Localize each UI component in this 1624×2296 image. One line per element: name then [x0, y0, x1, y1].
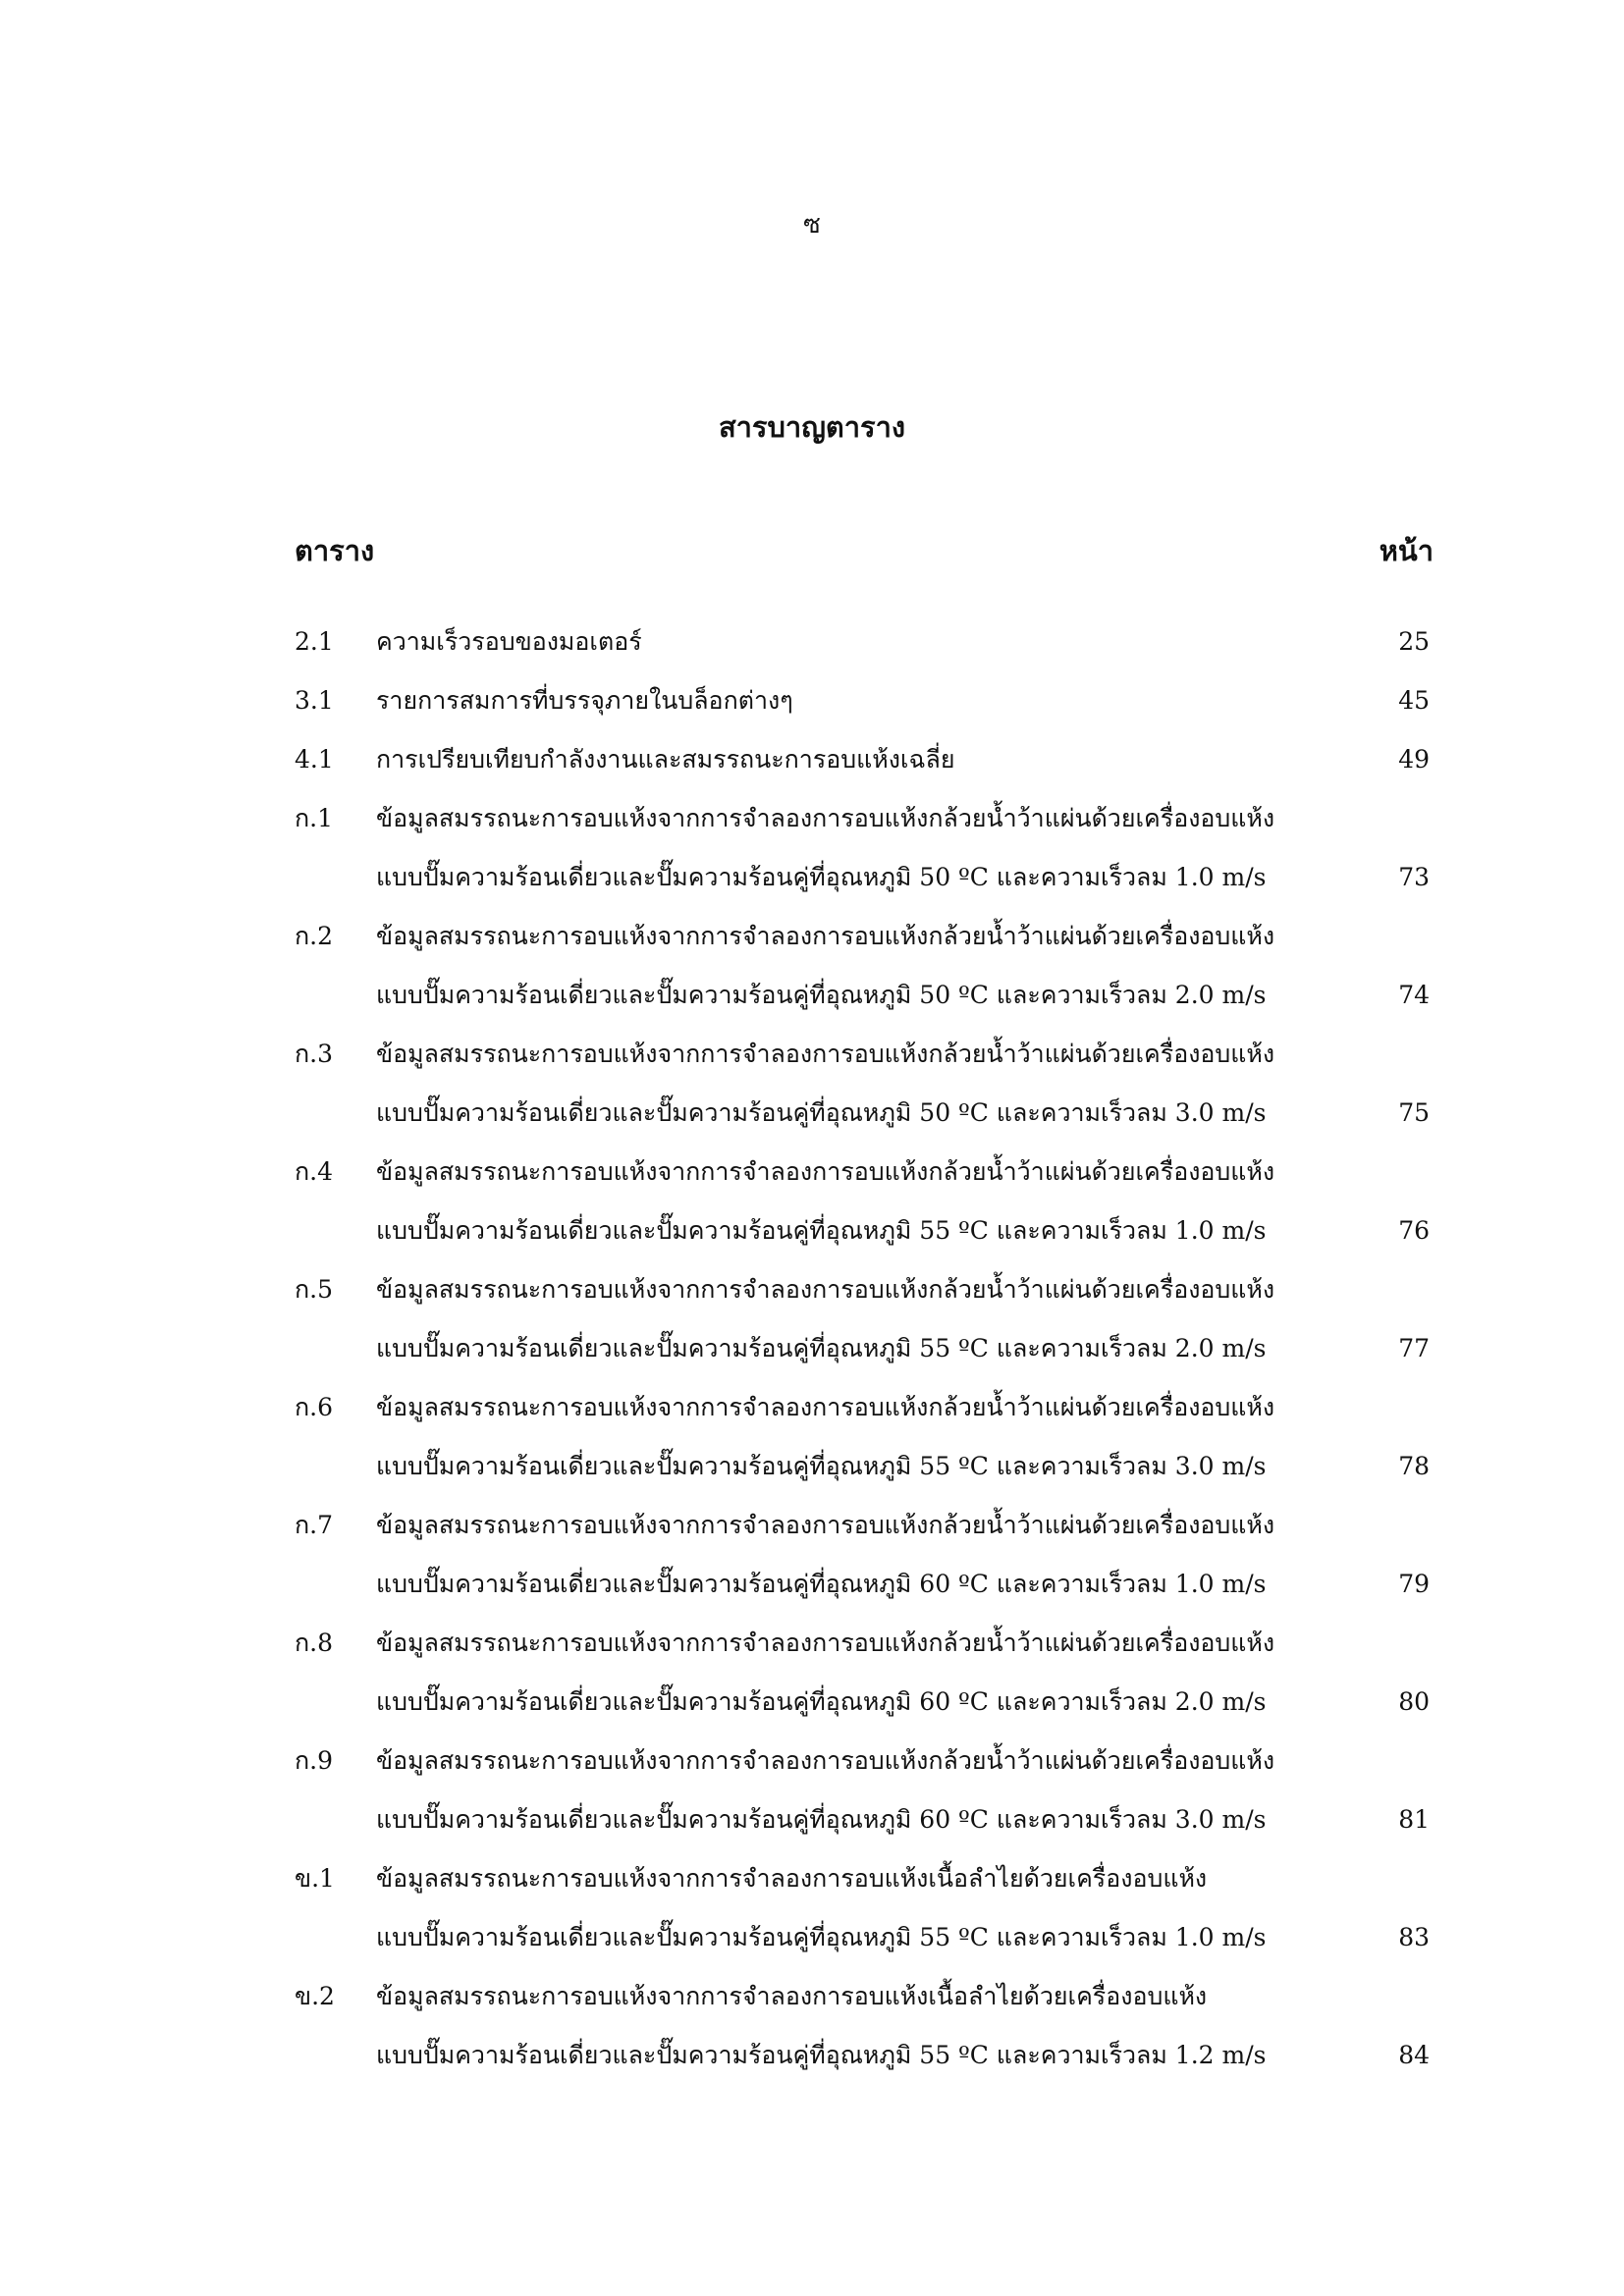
toc-line	[0, 1555, 1624, 1614]
table-of-contents-list	[0, 613, 1624, 2085]
toc-entry	[0, 1967, 1624, 2085]
toc-entry-title: แบบปั๊มความร้อนเดี่ยวและปั๊มความร้อนคู่ที่อุณหภูมิ 50 ºC และความเร็วลม 3.0 m/s	[376, 1098, 1267, 1127]
toc-line	[0, 1201, 1624, 1260]
toc-entry-title: ข้อมูลสมรรถนะการอบแห้งจากการจำลองการอบแห้งกล้วยน้ำว้าแผ่นด้วยเครื่องอบแห้ง	[376, 1746, 1275, 1775]
toc-entry-title: ข้อมูลสมรรถนะการอบแห้งจากการจำลองการอบแห้งกล้วยน้ำว้าแผ่นด้วยเครื่องอบแห้ง	[376, 1511, 1275, 1539]
toc-entry	[0, 1496, 1624, 1614]
toc-line	[0, 1849, 1624, 1908]
toc-entry-number: ก.6	[295, 1393, 333, 1421]
toc-line	[0, 966, 1624, 1025]
toc-entry	[0, 730, 1624, 789]
toc-entry-title: แบบปั๊มความร้อนเดี่ยวและปั๊มความร้อนคู่ที่อุณหภูมิ 50 ºC และความเร็วลม 1.0 m/s	[376, 863, 1267, 891]
toc-line	[0, 1496, 1624, 1555]
toc-entry-page: 79	[1398, 1570, 1430, 1598]
toc-entry-title: ข้อมูลสมรรถนะการอบแห้งจากการจำลองการอบแห้งกล้วยน้ำว้าแผ่นด้วยเครื่องอบแห้ง	[376, 1393, 1275, 1421]
toc-entry-title: ข้อมูลสมรรถนะการอบแห้งจากการจำลองการอบแห้งกล้วยน้ำว้าแผ่นด้วยเครื่องอบแห้ง	[376, 1040, 1275, 1068]
toc-entry-page: 45	[1398, 686, 1430, 715]
toc-entry-number: ก.2	[295, 922, 333, 950]
toc-line	[0, 1967, 1624, 2026]
toc-entry-number: 4.1	[295, 745, 334, 774]
toc-entry-number: ก.5	[295, 1275, 333, 1304]
toc-entry-page: 83	[1398, 1923, 1430, 1951]
toc-entry-number: ข.1	[295, 1864, 335, 1893]
toc-entry	[0, 907, 1624, 1025]
toc-entry	[0, 1732, 1624, 1849]
toc-entry-number: 3.1	[295, 686, 334, 715]
toc-entry	[0, 1614, 1624, 1732]
toc-line	[0, 730, 1624, 789]
toc-entry-page: 74	[1398, 981, 1430, 1009]
toc-entry-title: ข้อมูลสมรรถนะการอบแห้งจากการจำลองการอบแห้งเนื้อลำไยด้วยเครื่องอบแห้ง	[376, 1864, 1208, 1893]
toc-line	[0, 1319, 1624, 1378]
toc-entry	[0, 1143, 1624, 1260]
toc-entry-title: แบบปั๊มความร้อนเดี่ยวและปั๊มความร้อนคู่ที่อุณหภูมิ 55 ºC และความเร็วลม 1.0 m/s	[376, 1923, 1267, 1951]
toc-entry-number: ก.3	[295, 1040, 333, 1068]
toc-entry	[0, 789, 1624, 907]
page-title: สารบาญตาราง	[718, 410, 906, 444]
toc-line	[0, 1908, 1624, 1967]
toc-entry	[0, 613, 1624, 671]
toc-entry-page: 73	[1398, 863, 1430, 891]
toc-entry-title: แบบปั๊มความร้อนเดี่ยวและปั๊มความร้อนคู่ที่อุณหภูมิ 55 ºC และความเร็วลม 2.0 m/s	[376, 1334, 1267, 1362]
toc-line	[0, 671, 1624, 730]
toc-line	[0, 848, 1624, 907]
toc-entry-title: แบบปั๊มความร้อนเดี่ยวและปั๊มความร้อนคู่ที่อุณหภูมิ 60 ºC และความเร็วลม 1.0 m/s	[376, 1570, 1267, 1598]
toc-line	[0, 613, 1624, 671]
toc-line	[0, 789, 1624, 848]
toc-entry-number: ก.9	[295, 1746, 333, 1775]
toc-entry-number: ก.4	[295, 1157, 333, 1186]
toc-entry-title: การเปรียบเทียบกำลังงานและสมรรถนะการอบแห้งเฉลี่ย	[376, 745, 955, 774]
toc-entry-page: 84	[1398, 2041, 1430, 2069]
toc-entry-title: ข้อมูลสมรรถนะการอบแห้งจากการจำลองการอบแห้งกล้วยน้ำว้าแผ่นด้วยเครื่องอบแห้ง	[376, 1629, 1275, 1657]
toc-entry-title: ข้อมูลสมรรถนะการอบแห้งจากการจำลองการอบแห้งเนื้อลำไยด้วยเครื่องอบแห้ง	[376, 1982, 1208, 2010]
column-header-table: ตาราง	[295, 534, 375, 567]
toc-entry-title: แบบปั๊มความร้อนเดี่ยวและปั๊มความร้อนคู่ที่อุณหภูมิ 55 ºC และความเร็วลม 3.0 m/s	[376, 1452, 1267, 1480]
toc-line	[0, 1790, 1624, 1849]
toc-line	[0, 1614, 1624, 1673]
toc-entry-number: ข.2	[295, 1982, 335, 2010]
toc-entry-title: รายการสมการที่บรรจุภายในบล็อกต่างๆ	[376, 686, 793, 715]
toc-entry-title: แบบปั๊มความร้อนเดี่ยวและปั๊มความร้อนคู่ที่อุณหภูมิ 50 ºC และความเร็วลม 2.0 m/s	[376, 981, 1267, 1009]
toc-entry	[0, 1378, 1624, 1496]
toc-entry-title: แบบปั๊มความร้อนเดี่ยวและปั๊มความร้อนคู่ที่อุณหภูมิ 55 ºC และความเร็วลม 1.0 m/s	[376, 1216, 1267, 1245]
toc-entry-page: 76	[1398, 1216, 1430, 1245]
toc-entry-page: 80	[1398, 1687, 1430, 1716]
toc-entry-title: แบบปั๊มความร้อนเดี่ยวและปั๊มความร้อนคู่ที่อุณหภูมิ 60 ºC และความเร็วลม 2.0 m/s	[376, 1687, 1267, 1716]
toc-entry-title: แบบปั๊มความร้อนเดี่ยวและปั๊มความร้อนคู่ที่อุณหภูมิ 60 ºC และความเร็วลม 3.0 m/s	[376, 1805, 1267, 1834]
toc-entry	[0, 671, 1624, 730]
toc-entry-title: ข้อมูลสมรรถนะการอบแห้งจากการจำลองการอบแห้งกล้วยน้ำว้าแผ่นด้วยเครื่องอบแห้ง	[376, 922, 1275, 950]
toc-entry-page: 25	[1398, 627, 1430, 656]
toc-entry-page: 78	[1398, 1452, 1430, 1480]
toc-line	[0, 2026, 1624, 2085]
column-header-page: หน้า	[1379, 534, 1434, 567]
toc-line	[0, 1673, 1624, 1732]
toc-entry-page: 77	[1398, 1334, 1430, 1362]
toc-line	[0, 1084, 1624, 1143]
toc-entry-title: ข้อมูลสมรรถนะการอบแห้งจากการจำลองการอบแห้งกล้วยน้ำว้าแผ่นด้วยเครื่องอบแห้ง	[376, 1157, 1275, 1186]
toc-entry-title: แบบปั๊มความร้อนเดี่ยวและปั๊มความร้อนคู่ที่อุณหภูมิ 55 ºC และความเร็วลม 1.2 m/s	[376, 2041, 1267, 2069]
toc-entry-number: 2.1	[295, 627, 334, 656]
toc-entry-title: ข้อมูลสมรรถนะการอบแห้งจากการจำลองการอบแห้งกล้วยน้ำว้าแผ่นด้วยเครื่องอบแห้ง	[376, 804, 1275, 832]
toc-line	[0, 1143, 1624, 1201]
toc-line	[0, 1260, 1624, 1319]
toc-entry-page: 75	[1398, 1098, 1430, 1127]
toc-entry-title: ความเร็วรอบของมอเตอร์	[376, 627, 642, 656]
toc-entry	[0, 1260, 1624, 1378]
toc-entry-page: 49	[1398, 745, 1430, 774]
toc-line	[0, 1025, 1624, 1084]
toc-entry	[0, 1849, 1624, 1967]
toc-entry-number: ก.7	[295, 1511, 333, 1539]
toc-line	[0, 907, 1624, 966]
toc-line	[0, 1437, 1624, 1496]
toc-line	[0, 1378, 1624, 1437]
toc-entry-number: ก.8	[295, 1629, 333, 1657]
page-number: ซ	[803, 210, 821, 240]
toc-entry-number: ก.1	[295, 804, 333, 832]
toc-entry	[0, 1025, 1624, 1143]
toc-entry-page: 81	[1398, 1805, 1430, 1834]
toc-entry-title: ข้อมูลสมรรถนะการอบแห้งจากการจำลองการอบแห้งกล้วยน้ำว้าแผ่นด้วยเครื่องอบแห้ง	[376, 1275, 1275, 1304]
toc-line	[0, 1732, 1624, 1790]
